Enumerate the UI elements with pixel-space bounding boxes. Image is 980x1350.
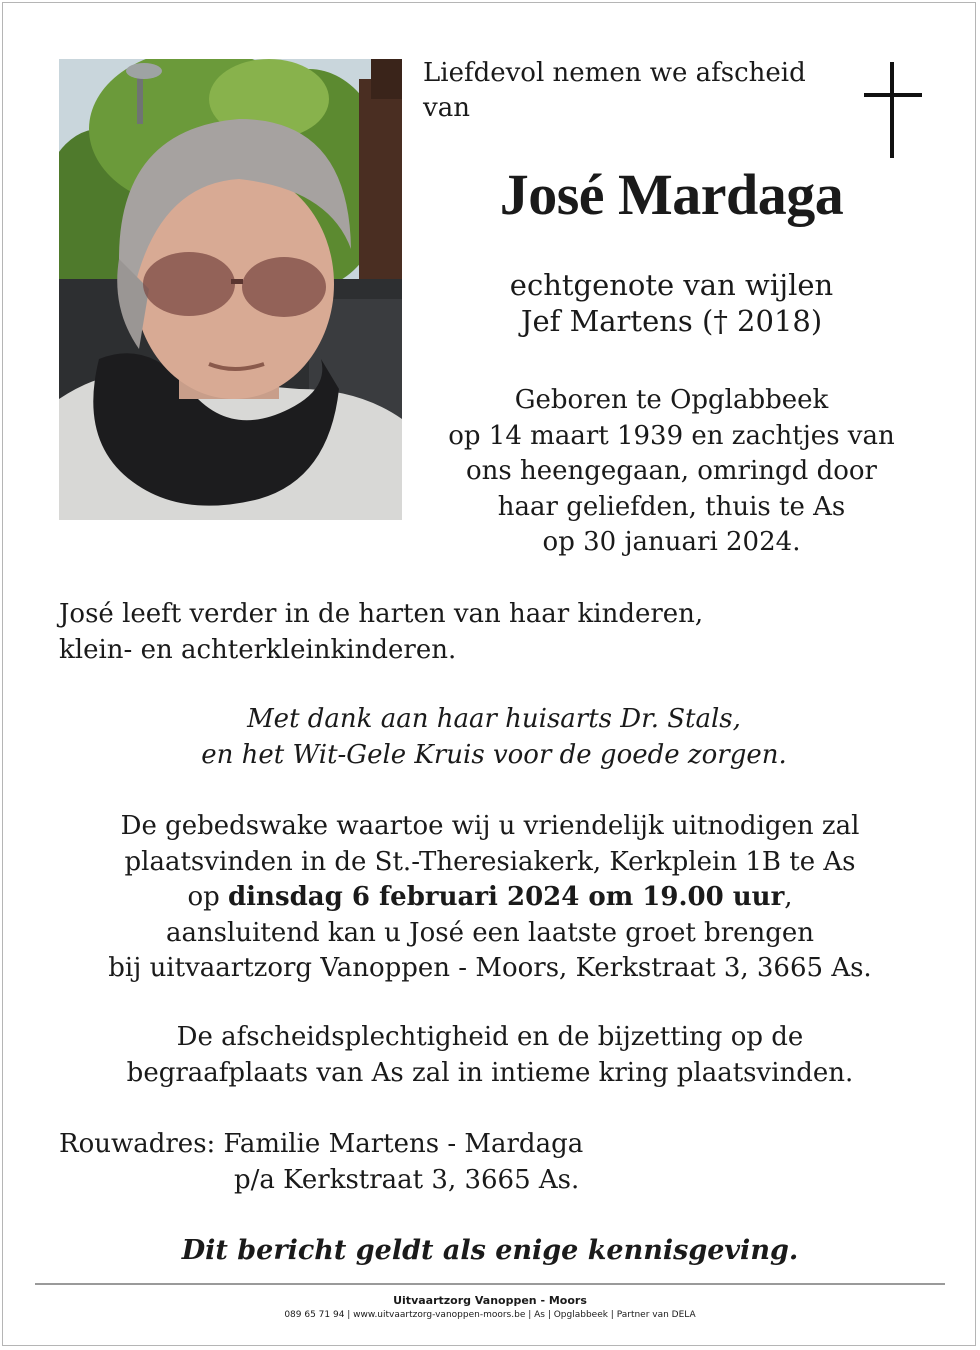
portrait-photo — [59, 59, 402, 520]
survivors-line: klein- en achterkleinkinderen. — [59, 634, 457, 665]
wake-line: bij uitvaartzorg Vanoppen - Moors, Kerkstraat 3, 3665 As. — [108, 953, 872, 983]
born-line: op 14 maart 1939 en zachtjes van — [448, 420, 895, 451]
born-line: ons heengegaan, omringd door — [466, 456, 877, 486]
intro-line: Liefdevol nemen we afscheid — [423, 58, 806, 88]
spouse-line: Jef Martens († 2018) — [520, 304, 823, 338]
mourning-address: Rouwadres: Familie Martens - Mardaga — [59, 1129, 584, 1159]
spouse-line: echtgenote van wijlen — [509, 268, 834, 302]
notice-text: Dit bericht geldt als enige kennisgeving. — [181, 1235, 799, 1266]
footer-info: 089 65 71 94 | www.uitvaartzorg-vanoppen-moors.be | As | Opglabbeek | Partner van DELA — [284, 1310, 696, 1320]
wake-line: aansluitend kan u José een laatste groet brengen — [165, 917, 815, 948]
born-line: Geboren te Opglabbeek — [514, 385, 829, 415]
survivors-paragraph — [59, 597, 939, 668]
wake-date-line — [50, 880, 930, 916]
farewell-line: begraafplaats van As zal in intieme kring plaatsvinden. — [126, 1057, 854, 1088]
born-line: haar geliefden, thuis te As — [497, 491, 846, 522]
thanks-paragraph — [59, 702, 929, 773]
wake-date-prefix: op — [187, 882, 228, 912]
mourning-address-street: p/a Kerkstraat 3, 3665 As. — [234, 1165, 580, 1195]
born-line: op 30 januari 2024. — [542, 527, 801, 557]
farewell-paragraph — [50, 1020, 930, 1091]
deceased-name: José Mardaga — [499, 162, 844, 227]
farewell-line: De afscheidsplechtigheid en de bijzetting op de — [176, 1022, 804, 1052]
footer-divider — [35, 1283, 945, 1285]
thanks-line: Met dank aan haar huisarts Dr. Stals, — [247, 704, 741, 734]
footer-title: Uitvaartzorg Vanoppen - Moors — [393, 1294, 587, 1307]
wake-paragraph — [50, 809, 930, 987]
thanks-line: en het Wit-Gele Kruis voor de goede zorgen. — [201, 739, 787, 770]
wake-date: dinsdag 6 februari 2024 om 19.00 uur — [228, 882, 785, 912]
spouse-text — [423, 267, 920, 339]
wake-date-suffix: , — [784, 882, 793, 912]
intro-line: van — [423, 93, 470, 123]
birth-death-text — [423, 383, 920, 561]
survivors-line: José leeft verder in de harten van haar kinderen, — [59, 599, 704, 629]
intro-text — [423, 56, 853, 126]
cross-icon — [864, 62, 922, 158]
wake-line: De gebedswake waartoe wij u vriendelijk uitnodigen zal — [120, 811, 860, 841]
wake-line: plaatsvinden in de St.-Theresiakerk, Kerkplein 1B te As — [124, 846, 856, 877]
